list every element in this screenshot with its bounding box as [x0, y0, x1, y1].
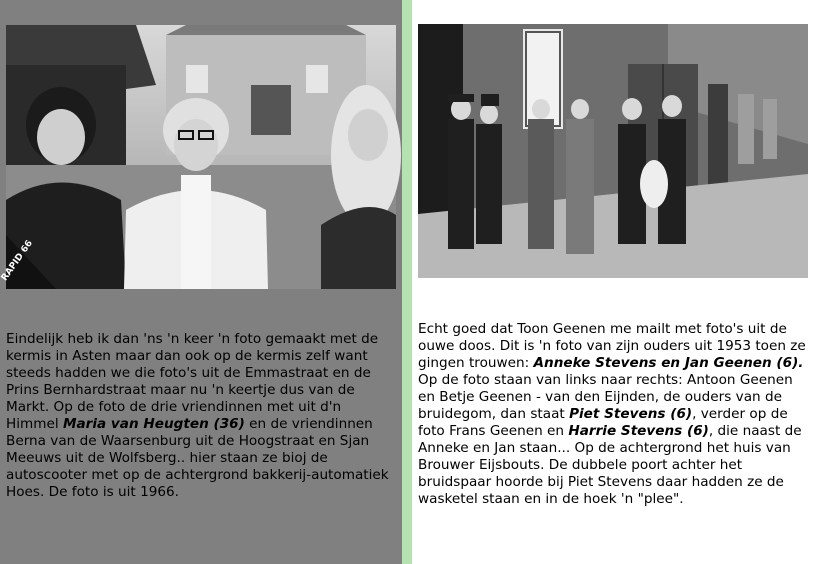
- right-column: [412, 0, 814, 564]
- left-caption: [6, 331, 398, 501]
- column-divider: [402, 0, 412, 564]
- name-harrie-stevens: Harrie Stevens (6): [568, 423, 709, 439]
- right-caption-text-1: Echt goed dat Toon Geenen me mailt met foto's uit de ouwe doos. Dit is 'n foto van zijn ouders uit 1953 toen ze gingen trouwen:: [418, 321, 806, 371]
- right-caption-text-5: , die naast de Anneke en Jan staan... Op de achtergrond het huis van Brouwer Eijsbouts. De dubbele poort achter het bruidspaar hoorde bij Piet Stevens daar hadden ze de wasketel staan en in de hoek 'n "plee".: [418, 423, 802, 507]
- photo-stamp: RAPID 66: [0, 238, 35, 283]
- name-jan-geenen: Jan Geenen (6).: [684, 355, 804, 371]
- name-anneke-stevens: Anneke Stevens: [533, 355, 657, 371]
- conjunction-en: en: [656, 355, 685, 371]
- kermis-photo: [0, 25, 396, 289]
- left-caption-text-2: en de vriendinnen Berna van de Waarsenburg uit de Hoogstraat en Sjan Meeuws uit de Wolfsberg.. hier staan ze bioj de autoscooter met op de achtergrond bakkerij-automatiek Hoes. De foto is uit 1966.: [6, 416, 389, 500]
- wedding-photo-image: [418, 24, 808, 278]
- left-caption-text-1: Eindelijk heb ik dan 'ns 'n keer 'n foto gemaakt met de kermis in Asten maar dan ook op de kermis zelf want steeds hadden we die foto's uit de Emmastraat en de Prins Bernhardstraat maar nu 'n keertje dus van de Markt. Op de foto de drie vriendinnen met uit d'n Himmel: [6, 331, 379, 432]
- name-piet-stevens: Piet Stevens (6): [569, 406, 693, 422]
- left-column: [0, 0, 402, 564]
- name-maria-van-heugten: Maria van Heugten (36): [62, 416, 245, 432]
- kermis-photo-image: [6, 25, 396, 289]
- right-caption-text-3: Op de foto staan van links naar rechts: Antoon Geenen en Betje Geenen - van den Eijnden, de ouders van de bruidegom, dan staat: [418, 372, 793, 422]
- wedding-photo: [418, 24, 808, 278]
- right-caption: [418, 321, 812, 508]
- right-caption-text-4: , verder op de foto Frans Geenen en: [418, 406, 788, 439]
